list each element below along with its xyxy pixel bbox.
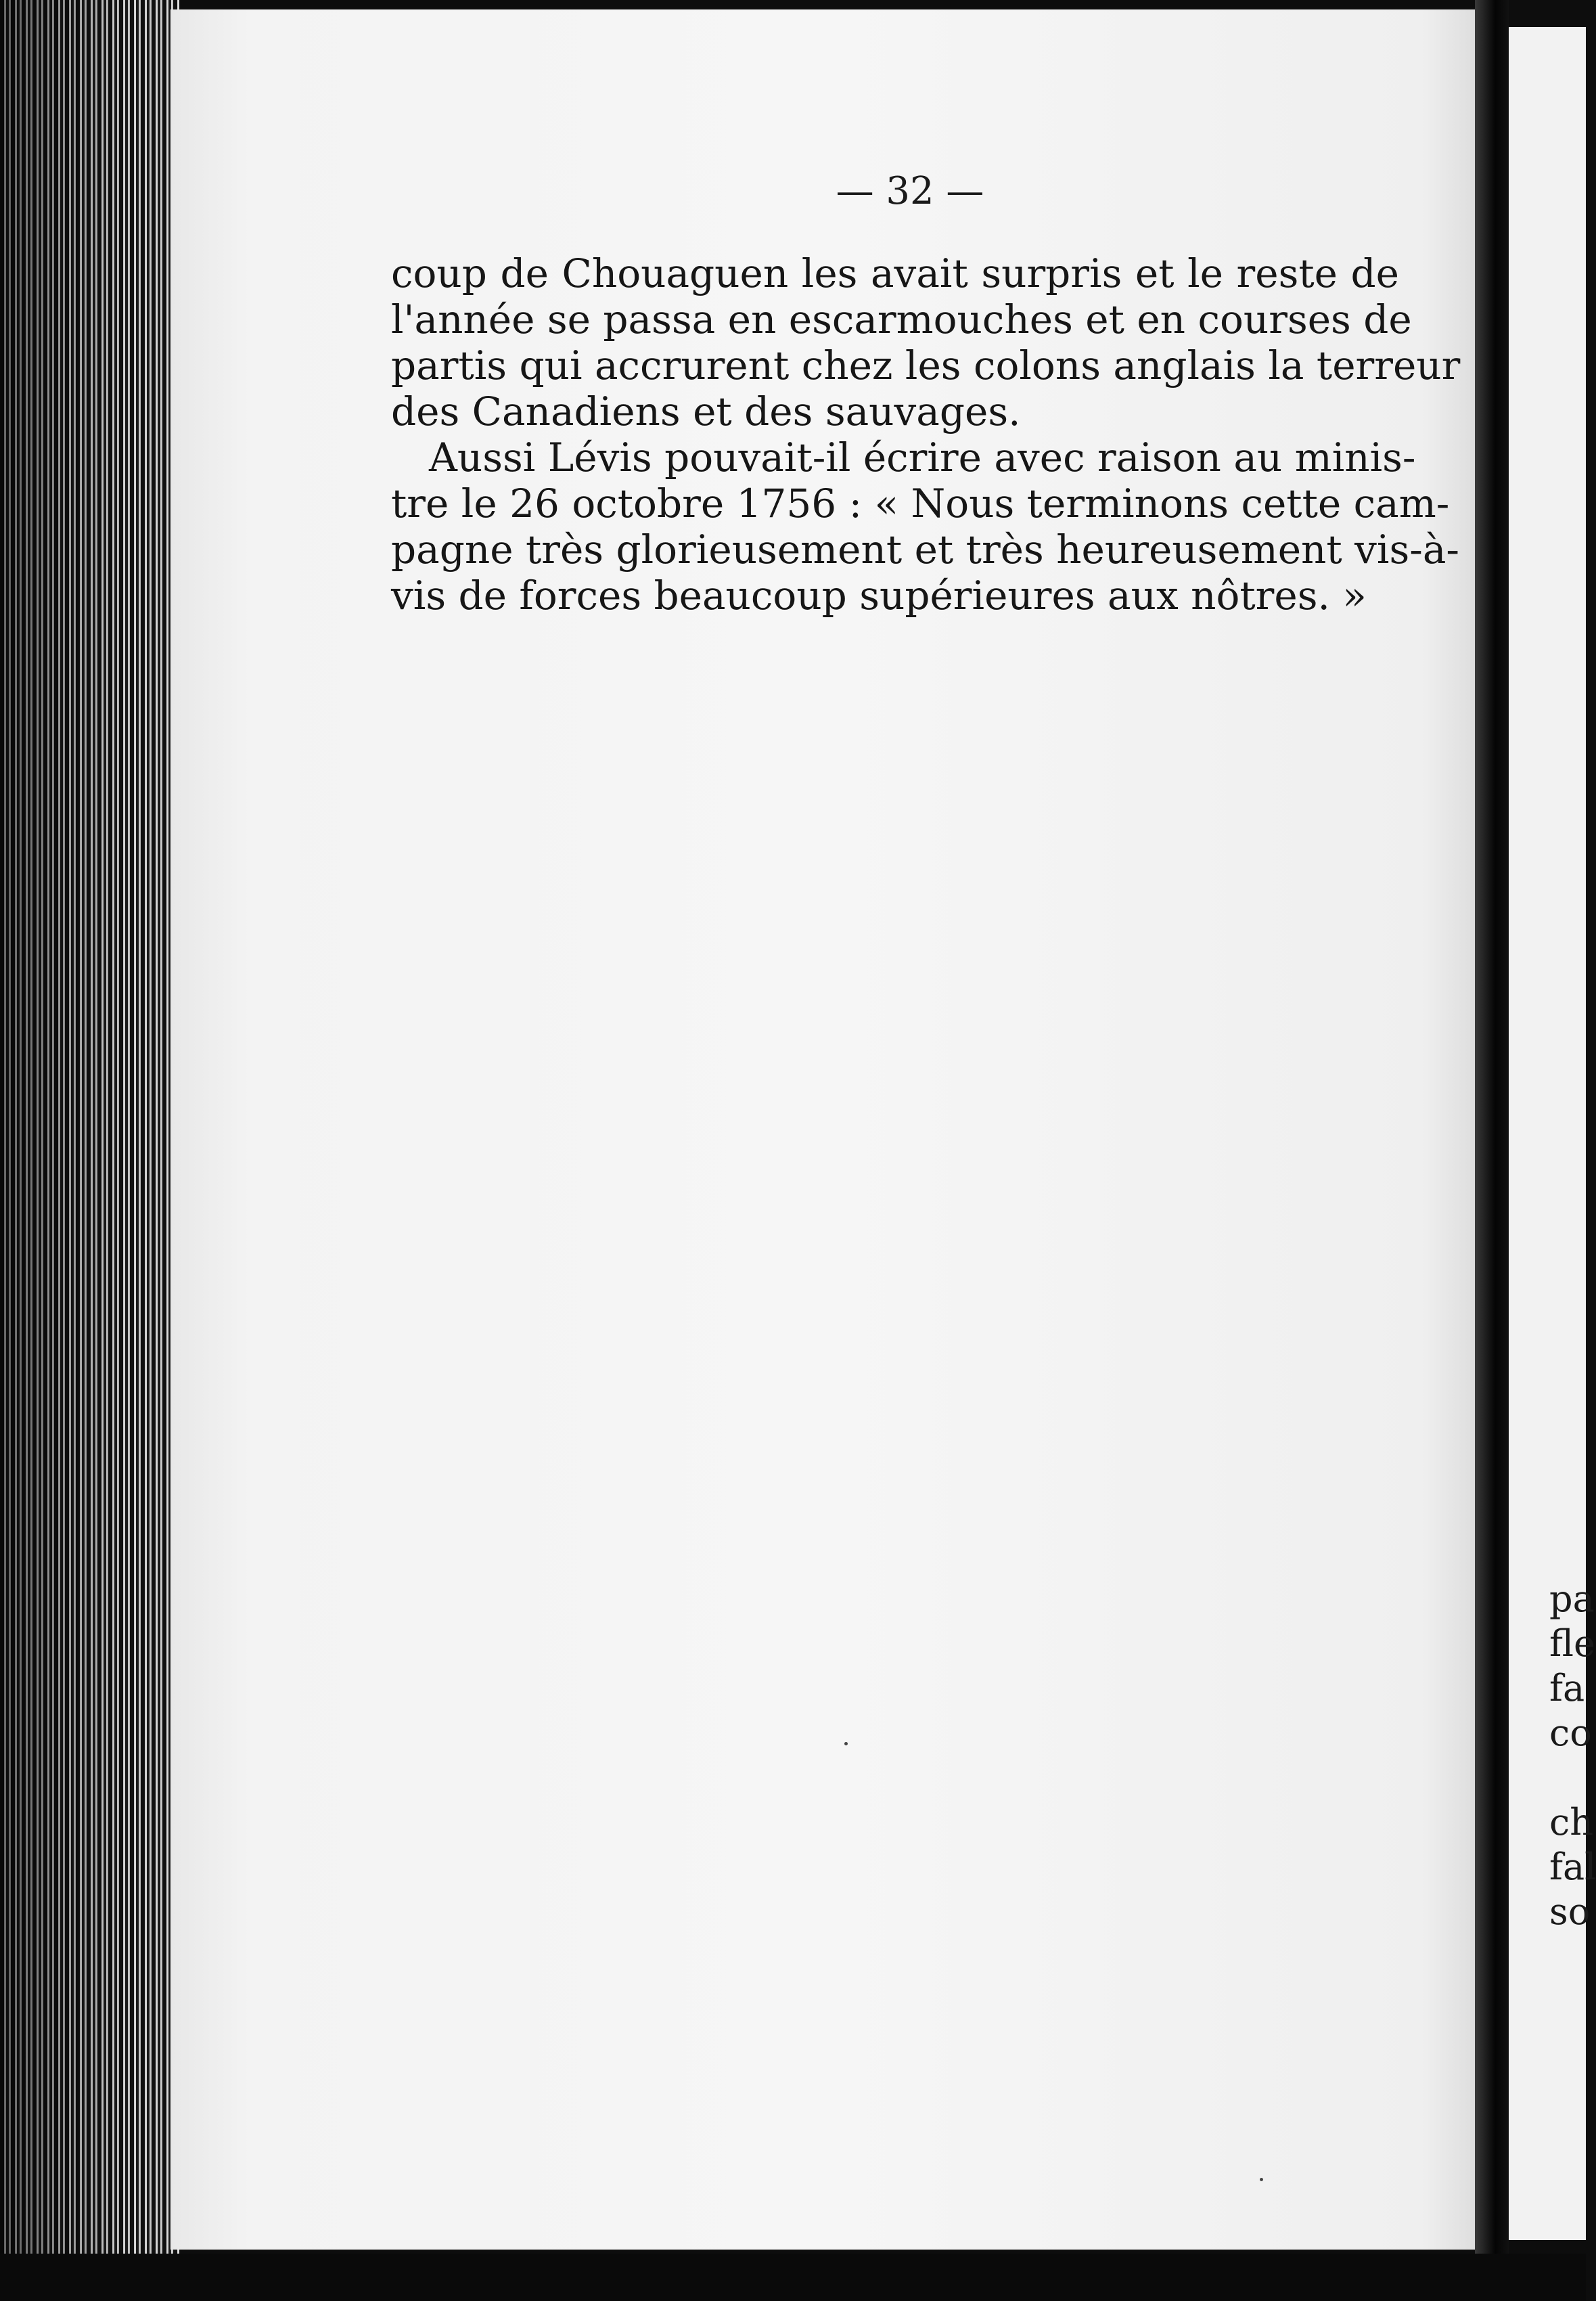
text-line: pagne très glorieusement et très heureusement vis-à- [391,527,1459,573]
paper-speck [1260,2178,1263,2181]
adjacent-fragment: fle [1549,1622,1595,1665]
paragraph-1 [391,250,1461,434]
text-line: des Canadiens et des sauvages. [391,388,1021,434]
scan-bottom-border [0,2254,1586,2301]
paragraph-2 [391,434,1459,619]
page-number: — 32 — [836,169,984,213]
fragment-gap [1549,1756,1596,1800]
body-text [391,250,1461,619]
text-line: Aussi Lévis pouvait-il écrire avec raison au minis- [429,434,1416,481]
text-line: tre le 26 octobre 1756 : « Nous terminons cette cam- [391,481,1450,527]
text-line: partis qui accrurent chez les colons anglais la terreur [391,342,1461,388]
paper-speck [844,1742,848,1745]
adjacent-fragment: pa [1549,1578,1595,1620]
adjacent-fragment: so [1549,1890,1591,1933]
binding-shadow [0,0,179,2260]
text-line: coup de Chouaguen les avait surpris et le reste de [391,250,1399,296]
adjacent-fragment: ch [1549,1801,1594,1844]
text-line: vis de forces beaucoup supérieures aux nôtres. » [391,573,1367,619]
book-gutter [1475,0,1509,2301]
adjacent-fragment: fal [1549,1846,1596,1888]
adjacent-fragment: fa [1549,1667,1585,1710]
text-line: l'année se passa en escarmouches et en courses de [391,296,1412,342]
adjacent-page-text [1549,1577,1596,1934]
adjacent-fragment: co [1549,1712,1592,1754]
